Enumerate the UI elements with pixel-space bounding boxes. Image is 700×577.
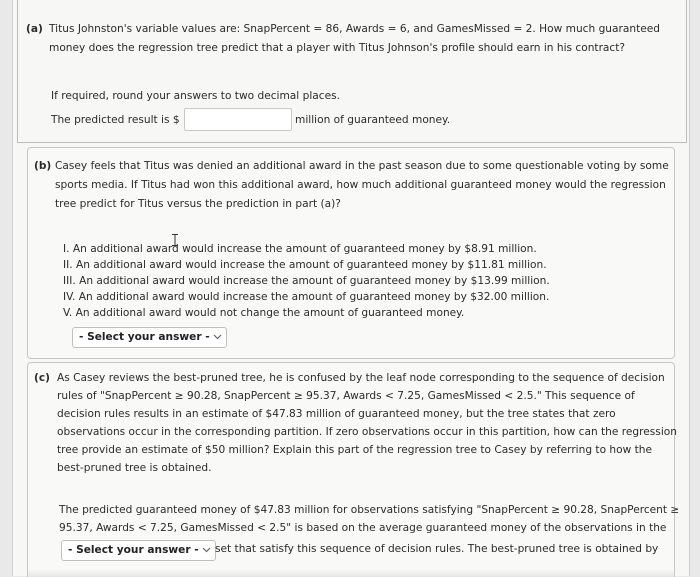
part-c-question-line-1: As Casey reviews the best-pruned tree, he is confused by the leaf node corresponding to the sequence of decision [57,372,665,384]
part-c-question-line-2: rules of "SnapPercent ≥ 90.28, SnapPercent ≥ 95.37, Awards < 7.25, GamesMissed < 2.5." This sequence of [57,390,635,402]
part-a-section [17,0,687,143]
rounding-note: If required, round your answers to two decimal places. [51,90,340,102]
part-c-marker: (c) [34,372,50,384]
part-c-answer-select[interactable] [61,540,216,561]
part-a-marker: (a) [26,23,43,35]
chevron-down-icon [213,332,222,341]
part-c-answer-line-1: The predicted guaranteed money of $47.83 million for observations satisfying "SnapPercent ≥ 90.28, SnapPercent ≥ [59,504,680,516]
part-b-marker: (b) [34,160,52,172]
option-iv: IV. An additional award would increase the amount of guaranteed money by $32.00 million. [63,291,550,303]
option-iii: III. An additional award would increase the amount of guaranteed money by $13.99 million. [63,275,550,287]
part-c-question-line-3: decision rules results in an estimate of $47.83 million of guaranteed money, but the tree states that zero [57,408,616,420]
part-b-select-label: - Select your answer - [79,331,210,343]
part-c-section [27,362,680,577]
question-page [12,0,690,576]
part-a-question-line-2: money does the regression tree predict that a player with Titus Johnson's profile should earn in his contract? [49,42,626,54]
chevron-down-icon [202,545,211,554]
option-i: I. An additional award would increase the amount of guaranteed money by $8.91 million. [63,243,537,255]
part-c-answer-line-2: 95.37, Awards < 7.25, GamesMissed < 2.5" is based on the average guaranteed money of the observations in the [59,522,667,534]
predicted-result-label: The predicted result is $ [51,114,180,126]
part-b-question-line-3: tree predict for Titus versus the prediction in part (a)? [55,198,341,210]
part-b-question-line-2: sports media. If Titus had won this additional award, how much additional guaranteed money would the regression [55,179,666,191]
text-cursor-icon [172,234,178,246]
part-a-question-line-1: Titus Johnston's variable values are: SnapPercent = 86, Awards = 6, and GamesMissed = 2. How much guaranteed [49,23,660,35]
option-v: V. An additional award would not change the amount of guaranteed money. [63,307,465,319]
part-c-select-label: - Select your answer - [68,544,199,556]
part-b-section [27,147,675,359]
part-c-question-line-6: best-pruned tree is obtained. [57,462,212,474]
part-c-answer-line-3: set that satisfy this sequence of decision rules. The best-pruned tree is obtained by [215,543,659,555]
part-c-question-line-5: tree provide an estimate of $50 million? Explain this part of the regression tree to Casey by referring to how the [57,444,653,456]
part-c-question-line-4: observations occur in the corresponding partition. If zero observations occur in this partition, how can the regression [57,426,677,438]
part-b-answer-select[interactable] [72,327,227,348]
unit-suffix: million of guaranteed money. [295,114,451,126]
part-b-question-line-1: Casey feels that Titus was denied an additional award in the past season due to some questionable voting by some [55,160,669,172]
option-ii: II. An additional award would increase the amount of guaranteed money by $11.81 million. [63,259,547,271]
predicted-result-input[interactable] [184,108,292,131]
